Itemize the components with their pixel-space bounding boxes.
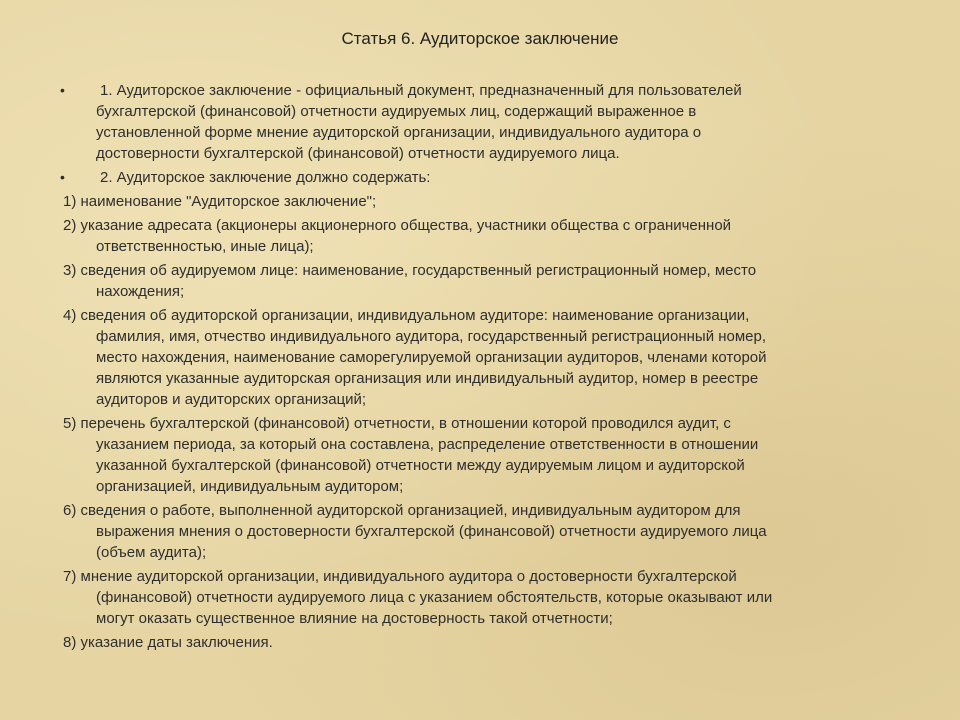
text-line: являются указанные аудиторская организация или индивидуальный аудитор, номер в реестре	[96, 370, 759, 387]
text-line: 8) указание даты заключения.	[63, 634, 273, 651]
slide-title: Статья 6. Аудиторское заключение	[341, 29, 619, 48]
bullet-icon: •	[60, 169, 65, 185]
bullet-paragraph-2	[60, 167, 880, 188]
text-line: могут оказать существенное влияние на достоверность такой отчетности;	[96, 610, 613, 627]
text-line: место нахождения, наименование саморегулируемой организации аудиторов, членами которой	[96, 349, 767, 366]
text-line: выражения мнения о достоверности бухгалтерской (финансовой) отчетности аудируемого лица	[96, 523, 767, 540]
text-line: фамилия, имя, отчество индивидуального аудитора, государственный регистрационный номер,	[96, 328, 767, 345]
list-item	[60, 260, 880, 302]
text-line: достоверности бухгалтерской (финансовой) отчетности аудируемого лица.	[96, 145, 620, 162]
text-line: ответственностью, иные лица);	[96, 238, 314, 255]
list-item	[60, 215, 880, 257]
text-line: указанием периода, за который она составлена, распределение ответственности в отношении	[96, 436, 759, 453]
text-line: (финансовой) отчетности аудируемого лица с указанием обстоятельств, которые оказывают или	[96, 589, 773, 606]
bullet-paragraph-1	[60, 80, 880, 164]
text-line: организацией, индивидуальным аудитором;	[96, 478, 404, 495]
text-line: нахождения;	[96, 283, 185, 300]
text-line: 7) мнение аудиторской организации, индивидуального аудитора о достоверности бухгалтерской	[63, 568, 737, 585]
text-line: (объем аудита);	[96, 544, 207, 561]
text-line: 3) сведения об аудируемом лице: наименование, государственный регистрационный номер, место	[63, 262, 757, 279]
slide-body	[60, 80, 880, 653]
text-line: указанной бухгалтерской (финансовой) отчетности между аудируемым лицом и аудиторской	[96, 457, 745, 474]
text-line: аудиторов и аудиторских организаций;	[96, 391, 367, 408]
text-line: 4) сведения об аудиторской организации, индивидуальном аудиторе: наименование организации,	[63, 307, 750, 324]
text-line: установленной форме мнение аудиторской организации, индивидуального аудитора о	[96, 124, 702, 141]
list-item	[60, 566, 880, 629]
text-line: 2. Аудиторское заключение должно содержать:	[100, 169, 431, 186]
list-item	[60, 500, 880, 563]
text-line: 1. Аудиторское заключение - официальный документ, предназначенный для пользователей	[100, 82, 742, 99]
list-item	[60, 305, 880, 410]
text-line: 2) указание адресата (акционеры акционерного общества, участники общества с ограниченной	[63, 217, 732, 234]
text-line: бухгалтерской (финансовой) отчетности аудируемых лиц, содержащий выраженное в	[96, 103, 697, 120]
bullet-icon: •	[60, 82, 65, 98]
list-item	[60, 632, 880, 653]
list-item	[60, 413, 880, 497]
list-item	[60, 191, 880, 212]
text-line: 6) сведения о работе, выполненной аудиторской организацией, индивидуальным аудитором для	[63, 502, 741, 519]
text-line: 1) наименование "Аудиторское заключение";	[63, 193, 377, 210]
text-line: 5) перечень бухгалтерской (финансовой) отчетности, в отношении которой проводился аудит, с	[63, 415, 731, 432]
